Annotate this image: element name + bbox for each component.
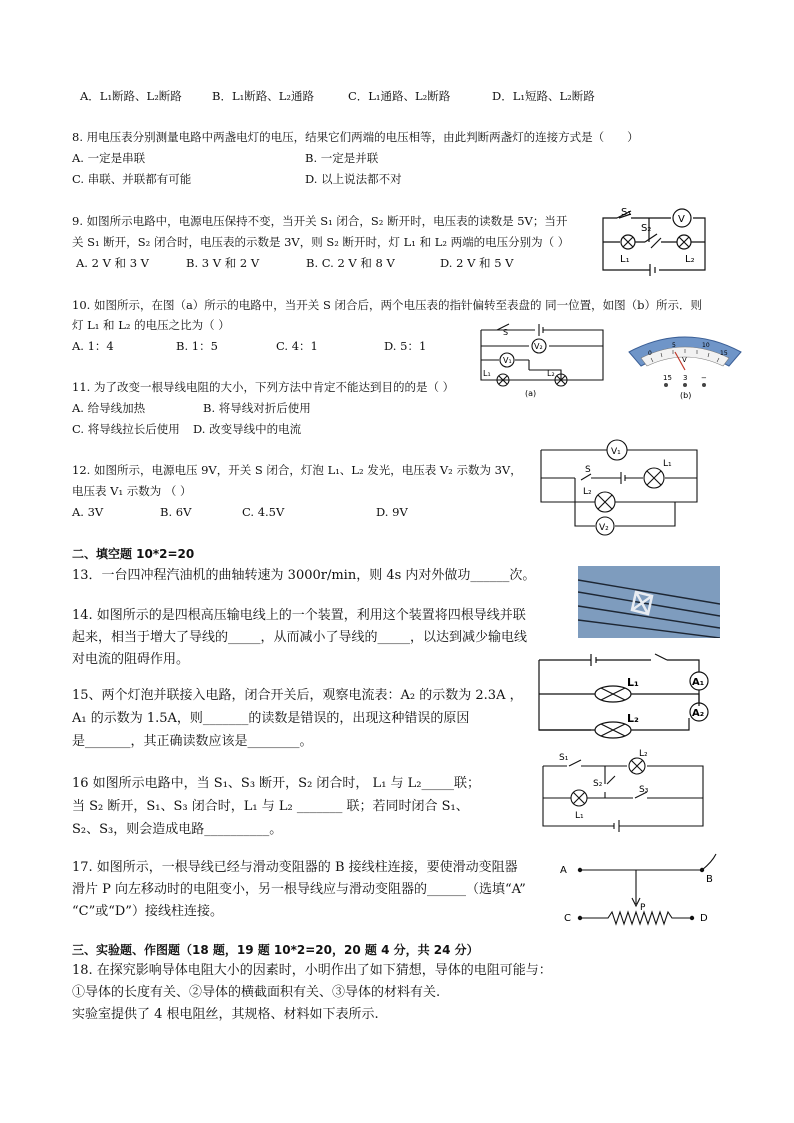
q15-fig-l1-label: L₁ bbox=[627, 676, 639, 689]
q14-line2: 起来，相当于增大了导线的_____，从而减小了导线的_____，以达到减少输电线 bbox=[72, 630, 528, 645]
q10-dial-terminal-3: 3 bbox=[683, 374, 688, 382]
q16-fig-s3-label: S₃ bbox=[639, 785, 649, 795]
q17-fig-b-label: B bbox=[706, 874, 713, 885]
q12-option-d: D. 9V bbox=[376, 505, 408, 519]
q17-fig-p-label: P bbox=[640, 903, 646, 913]
q9-circuit-figure bbox=[595, 200, 715, 280]
q11-option-d: D. 改变导线中的电流 bbox=[193, 422, 302, 436]
q17-line1: 17. 如图所示，一根导线已经与滑动变阻器的 B 接线柱连接，要使滑动变阻器 bbox=[72, 860, 518, 875]
section-3-heading: 三、实验题、作图题（18 题，19 题 10*2=20，20 题 4 分，共 24 分） bbox=[72, 943, 479, 957]
q10-option-b: B. 1：5 bbox=[176, 339, 218, 353]
q16-line1: 16 如图所示电路中，当 S₁、S₃ 断开，S₂ 闭合时， L₁ 与 L₂_____联； bbox=[72, 776, 481, 791]
q8-option-d: D. 以上说法都不对 bbox=[305, 172, 402, 186]
q9-line2: 关 S₁ 断开，S₂ 闭合时，电压表的示数是 3V，则 S₂ 断开时，灯 L₁ 和 L₂ 两端的电压分别为（ ） bbox=[72, 235, 570, 249]
section-2-heading: 二、填空题 10*2=20 bbox=[72, 547, 195, 561]
q7-option-d: D．L₁短路、L₂断路 bbox=[492, 89, 595, 103]
q16-fig-s1-label: S₁ bbox=[559, 753, 569, 763]
q10-fig-v2-label: V₂ bbox=[534, 342, 543, 351]
q9-option-a: A. 2 V 和 3 V bbox=[76, 256, 149, 270]
q12-option-a: A. 3V bbox=[72, 505, 104, 519]
q17-rheostat-figure bbox=[556, 848, 726, 930]
q11-stem: 11. 为了改变一根导线电阻的大小，下列方法中肯定不能达到目的的是（ ） bbox=[72, 380, 455, 394]
q18-line2: ①导体的长度有关、②导体的横截面积有关、③导体的材料有关. bbox=[72, 985, 441, 1000]
q12-line1: 12. 如图所示，电源电压 9V，开关 S 闭合，灯泡 L₁、L₂ 发光，电压表 V₂ 示数为 3V， bbox=[72, 463, 522, 477]
q7-option-a: A．L₁断路、L₂断路 bbox=[80, 89, 182, 103]
q9-line1: 9. 如图所示电路中，电源电压保持不变，当开关 S₁ 闭合，S₂ 断开时，电压表的读数是 5V；当开 bbox=[72, 214, 568, 228]
q10-voltmeter-dial-figure bbox=[625, 328, 745, 400]
q10-dial-terminal-15: 15 bbox=[663, 374, 672, 382]
q18-line3: 实验室提供了 4 根电阻丝，其规格、材料如下表所示. bbox=[72, 1007, 379, 1022]
q10-dial-unit-v: V bbox=[682, 356, 687, 364]
q16-fig-l1-label: L₁ bbox=[575, 811, 584, 821]
q10-option-d: D. 5：1 bbox=[384, 339, 427, 353]
q17-fig-d-label: D bbox=[700, 913, 708, 924]
q12-fig-v2-label: V₂ bbox=[599, 523, 609, 533]
q11-option-c: C. 将导线拉长后使用 bbox=[72, 422, 180, 436]
q10-fig-l1-label: L₁ bbox=[483, 369, 491, 378]
q10-fig-s-label: S bbox=[503, 328, 509, 337]
q9-option-c: B. C. 2 V 和 8 V bbox=[306, 256, 395, 270]
q10-fig-v1-label: V₁ bbox=[503, 356, 512, 365]
q10-dial-tick-15: 15 bbox=[720, 350, 728, 357]
q12-fig-v1-label: V₁ bbox=[611, 447, 621, 457]
q9-option-b: B. 3 V 和 2 V bbox=[186, 256, 260, 270]
q10-fig-caption-a: (a) bbox=[525, 389, 537, 398]
q15-fig-a1-label: A₁ bbox=[692, 677, 705, 688]
q16-line3: S₂、S₃，则会造成电路__________。 bbox=[72, 822, 283, 837]
q9-option-d: D. 2 V 和 5 V bbox=[440, 256, 514, 270]
q10-option-a: A. 1：4 bbox=[72, 339, 114, 353]
q14-power-line-photo bbox=[578, 566, 720, 638]
q10-circuit-figure-a bbox=[475, 318, 610, 400]
q10-dial-tick-10: 10 bbox=[702, 342, 710, 349]
q12-line2: 电压表 V₁ 示数为 （ ） bbox=[72, 484, 192, 498]
q9-fig-voltmeter-label: V bbox=[678, 214, 685, 225]
q8-option-c: C. 串联、并联都有可能 bbox=[72, 172, 192, 186]
q14-line1: 14. 如图所示的是四根高压输电线上的一个装置，利用这个装置将四根导线并联 bbox=[72, 608, 526, 623]
q8-stem: 8. 用电压表分别测量电路中两盏电灯的电压，结果它们两端的电压相等，由此判断两盏灯的连接方式是（ ） bbox=[72, 130, 639, 144]
q12-option-c: C. 4.5V bbox=[242, 505, 285, 519]
q12-option-b: B. 6V bbox=[160, 505, 192, 519]
q17-fig-c-label: C bbox=[564, 913, 571, 924]
q16-line2: 当 S₂ 断开，S₁、S₃ 闭合时，L₁ 与 L₂ _______ 联；若同时闭合 S₁、 bbox=[72, 799, 469, 814]
q10-fig-caption-b: (b) bbox=[680, 391, 692, 400]
q10-fig-l2-label: L₂ bbox=[547, 369, 555, 378]
q10-line2: 灯 L₁ 和 L₂ 的电压之比为（ ） bbox=[72, 318, 230, 332]
q15-line3: 是_______，其正确读数应该是________。 bbox=[72, 734, 313, 749]
q12-circuit-figure bbox=[535, 436, 705, 536]
q10-dial-tick-0: 0 bbox=[648, 350, 652, 357]
q10-option-c: C. 4：1 bbox=[276, 339, 318, 353]
q15-circuit-figure bbox=[533, 650, 715, 742]
q7-option-c: C．L₁通路、L₂断路 bbox=[348, 89, 451, 103]
q18-line1: 18. 在探究影响导体电阻大小的因素时，小明作出了如下猜想，导体的电阻可能与： bbox=[72, 963, 552, 978]
q10-dial-terminal-minus: − bbox=[701, 374, 707, 382]
q8-option-b: B. 一定是并联 bbox=[305, 151, 379, 165]
q15-fig-a2-label: A₂ bbox=[692, 708, 705, 719]
q13-text: 13．一台四冲程汽油机的曲轴转速为 3000r/min，则 4s 内对外做功______次。 bbox=[72, 568, 536, 583]
q8-option-a: A. 一定是串联 bbox=[72, 151, 146, 165]
q15-fig-l2-label: L₂ bbox=[627, 712, 639, 725]
q7-option-b: B．L₁断路、L₂通路 bbox=[212, 89, 314, 103]
q16-circuit-figure bbox=[535, 746, 715, 838]
q16-fig-s2-label: S₂ bbox=[593, 779, 603, 789]
q14-line3: 对电流的阻碍作用。 bbox=[72, 652, 190, 667]
q12-fig-l1-label: L₁ bbox=[663, 459, 672, 469]
q12-fig-l2-label: L₂ bbox=[583, 487, 592, 497]
q9-fig-l2-label: L₂ bbox=[685, 254, 695, 265]
q17-line2: 滑片 P 向左移动时的电阻变小，另一根导线应与滑动变阻器的______（选填“A” bbox=[72, 882, 526, 897]
q17-line3: “C”或“D”）接线柱连接。 bbox=[72, 904, 223, 919]
q12-fig-s-label: S bbox=[585, 465, 591, 475]
q9-fig-s1-label: S₁ bbox=[621, 207, 632, 218]
q17-fig-a-label: A bbox=[560, 865, 567, 876]
q10-line1: 10. 如图所示，在图（a）所示的电路中，当开关 S 闭合后，两个电压表的指针偏转至表盘的 同一位置，如图（b）所示．则 bbox=[72, 298, 703, 312]
q11-option-a: A. 给导线加热 bbox=[72, 401, 146, 415]
q10-dial-tick-5: 5 bbox=[672, 342, 676, 349]
q9-fig-s2-label: S₂ bbox=[641, 223, 652, 234]
q9-fig-l1-label: L₁ bbox=[620, 254, 630, 265]
q11-option-b: B. 将导线对折后使用 bbox=[203, 401, 311, 415]
q16-fig-l2-label: L₂ bbox=[639, 749, 648, 759]
q15-line1: 15、两个灯泡并联接入电路，闭合开关后，观察电流表：A₂ 的示数为 2.3A ， bbox=[72, 688, 523, 703]
q15-line2: A₁ 的示数为 1.5A，则_______的读数是错误的，出现这种错误的原因 bbox=[72, 711, 470, 726]
